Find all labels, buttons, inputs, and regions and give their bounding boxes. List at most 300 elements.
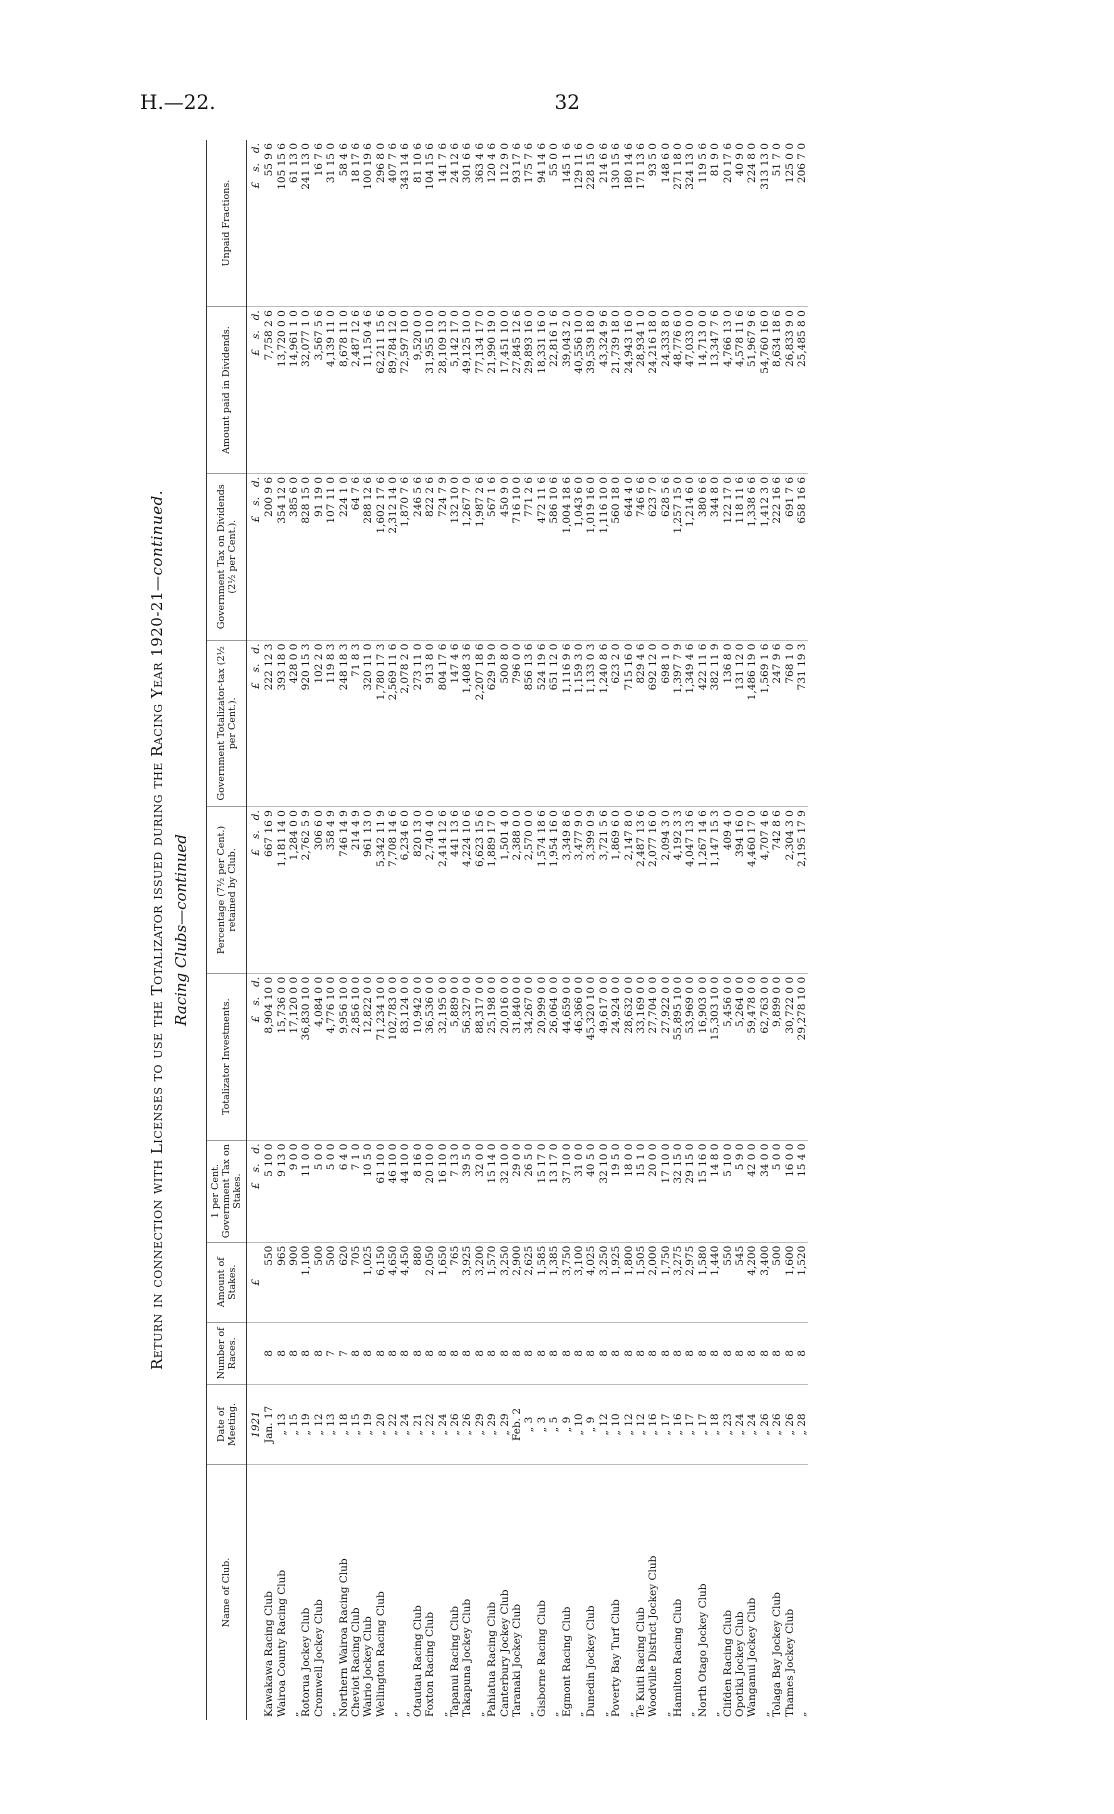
stakes-amount-cell: 2,000	[647, 1242, 659, 1322]
meeting-date-cell: „ 3	[523, 1384, 535, 1464]
totalizator-investments-cell: 27,704 0 0	[647, 973, 659, 1140]
table-row	[436, 140, 448, 1720]
totalizator-investments-cell: 4,084 0 0	[313, 973, 325, 1140]
club-name-cell: North Otago Jockey Club	[696, 1583, 709, 1717]
units-lsd: £ s. d.	[247, 807, 264, 974]
stakes-amount-cell: 1,440	[709, 1242, 721, 1322]
dividends-paid-cell: 4,766 13 0	[721, 307, 733, 474]
column-header: Percentage (7½ per Cent.) retained by Club.	[207, 807, 247, 974]
race-count-cell: 8	[709, 1322, 721, 1384]
unpaid-fractions-cell: 100 19 6	[362, 140, 374, 307]
totalizator-tax-cell: 71 8 3	[350, 640, 362, 807]
totalizator-tax-cell: 147 4 6	[449, 640, 461, 807]
dividend-tax-cell: 472 11 6	[536, 473, 548, 640]
rotated-table-frame	[148, 140, 1108, 1720]
unpaid-fractions-cell: 18 17 6	[350, 140, 362, 307]
race-count-cell: 8	[684, 1322, 696, 1384]
table-row	[350, 140, 362, 1720]
dividends-paid-cell: 54,760 16 0	[759, 307, 771, 474]
race-count-cell: 8	[424, 1322, 436, 1384]
stakes-tax-cell: 31 0 0	[573, 1140, 585, 1242]
club-name-cell: Dunedin Jockey Club	[585, 1605, 598, 1717]
race-count-cell: 8	[375, 1322, 387, 1384]
stakes-amount-cell: 3,750	[560, 1242, 572, 1322]
dividend-tax-cell: 222 16 6	[771, 473, 783, 640]
race-count-cell: 8	[548, 1322, 560, 1384]
totalizator-investments-cell: 20,999 0 0	[536, 973, 548, 1140]
club-percentage-cell: 1,284 0 0	[288, 807, 300, 974]
stakes-amount-cell: 4,200	[746, 1242, 758, 1322]
race-count-cell: 8	[300, 1322, 312, 1384]
meeting-date-cell: „ 24	[734, 1384, 746, 1464]
page-number: 32	[554, 90, 580, 114]
meeting-date-cell: „ 17	[684, 1384, 696, 1464]
unpaid-fractions-cell: 93 17 6	[511, 140, 523, 307]
meeting-date-cell: „ 26	[449, 1384, 461, 1464]
club-percentage-cell: 3,399 0 9	[585, 807, 597, 974]
column-header: Government Totalizator-tax (2½ per Cent.).	[207, 640, 247, 807]
totalizator-investments-cell: 27,922 0 0	[660, 973, 672, 1140]
stakes-tax-cell: 15 4 0	[796, 1140, 808, 1242]
totalizator-tax-cell: 500 8 0	[498, 640, 510, 807]
club-percentage-cell: 3,349 8 6	[560, 807, 572, 974]
table-row	[362, 140, 374, 1720]
totalizator-investments-cell: 4,776 10 0	[325, 973, 337, 1140]
totalizator-tax-cell: 422 11 6	[697, 640, 709, 807]
dividends-paid-cell: 8,678 11 0	[337, 307, 349, 474]
meeting-date-cell: „ 29	[474, 1384, 486, 1464]
dividends-paid-cell: 17,451 10 0	[498, 307, 510, 474]
race-count-cell: 7	[325, 1322, 337, 1384]
units-lsd: £ s. d.	[247, 1140, 264, 1242]
meeting-date-cell: „ 26	[783, 1384, 795, 1464]
unpaid-fractions-cell: 58 4 6	[337, 140, 349, 307]
dividends-paid-cell: 4,139 11 0	[325, 307, 337, 474]
totalizator-tax-cell: 248 18 3	[337, 640, 349, 807]
stakes-tax-cell: 15 16 0	[697, 1140, 709, 1242]
dividends-paid-cell: 8,634 18 6	[771, 307, 783, 474]
meeting-date-cell: „ 20	[375, 1384, 387, 1464]
dividend-tax-cell: 107 11 0	[325, 473, 337, 640]
table-title-continued: —continued.	[148, 489, 166, 591]
stakes-amount-cell: 1,505	[635, 1242, 647, 1322]
totalizator-investments-cell: 36,536 0 0	[424, 973, 436, 1140]
race-count-cell: 8	[585, 1322, 597, 1384]
stakes-amount-cell: 500	[325, 1242, 337, 1322]
meeting-date-cell: „ 15	[288, 1384, 300, 1464]
dividend-tax-cell: 246 5 6	[412, 473, 424, 640]
totalizator-tax-cell: 629 19 0	[486, 640, 498, 807]
unpaid-fractions-cell: 214 6 6	[598, 140, 610, 307]
meeting-date-cell: „ 26	[771, 1384, 783, 1464]
race-count-cell: 7	[337, 1322, 349, 1384]
dividends-paid-cell: 31,955 10 0	[424, 307, 436, 474]
stakes-amount-cell: 1,650	[436, 1242, 448, 1322]
meeting-date-cell: „ 22	[424, 1384, 436, 1464]
meeting-date-cell: „ 13	[275, 1384, 287, 1464]
club-name-cell: Tapanui Racing Club	[449, 1606, 462, 1717]
table-title-main: Return in connection with Licenses to use the Totalizator issued during the Racing Year 1920-21	[148, 590, 166, 1371]
meeting-date-cell: „ 26	[759, 1384, 771, 1464]
stakes-amount-cell: 2,050	[424, 1242, 436, 1322]
unpaid-fractions-cell: 119 5 6	[697, 140, 709, 307]
club-percentage-cell: 3,721 5 6	[598, 807, 610, 974]
dividends-paid-cell: 11,150 4 6	[362, 307, 374, 474]
dividends-paid-cell: 24,216 18 0	[647, 307, 659, 474]
stakes-tax-cell: 32 0 0	[474, 1140, 486, 1242]
dividend-tax-cell: 1,870 7 6	[399, 473, 411, 640]
stakes-tax-cell: 9 0 0	[288, 1140, 300, 1242]
dividend-tax-cell: 724 7 9	[436, 473, 448, 640]
stakes-tax-cell: 20 10 0	[424, 1140, 436, 1242]
column-header: Amount paid in Dividends.	[207, 307, 247, 474]
dividends-paid-cell: 39,043 2 0	[560, 307, 572, 474]
totalizator-tax-cell: 119 8 3	[325, 640, 337, 807]
dividend-tax-cell: 560 18 0	[610, 473, 622, 640]
table-row	[610, 140, 622, 1720]
dividends-paid-cell: 22,816 1 6	[548, 307, 560, 474]
club-percentage-cell: 1,501 4 0	[498, 807, 510, 974]
club-percentage-cell: 7,708 14 6	[387, 807, 399, 974]
totalizator-tax-cell: 731 19 3	[796, 640, 808, 807]
stakes-amount-cell: 2,625	[523, 1242, 535, 1322]
club-name-cell: Taranaki Jockey Club	[511, 1604, 523, 1717]
stakes-tax-cell: 6 4 0	[337, 1140, 349, 1242]
table-row	[375, 140, 387, 1720]
table-row	[412, 140, 424, 1720]
stakes-amount-cell: 4,450	[399, 1242, 411, 1322]
totalizator-tax-cell: 1,240 8 6	[598, 640, 610, 807]
totalizator-investments-cell: 46,366 0 0	[573, 973, 585, 1140]
totalizator-tax-cell: 1,116 9 6	[560, 640, 572, 807]
unpaid-fractions-cell: 20 17 6	[721, 140, 733, 307]
totalizator-tax-cell: 131 12 0	[734, 640, 746, 807]
race-count-cell: 8	[275, 1322, 287, 1384]
unpaid-fractions-cell: 93 5 0	[647, 140, 659, 307]
club-name-cell: Tolaga Bay Jockey Club	[771, 1592, 784, 1717]
stakes-amount-cell: 1,385	[548, 1242, 560, 1322]
stakes-amount-cell: 705	[350, 1242, 362, 1322]
dividend-tax-cell: 1,004 18 6	[560, 473, 572, 640]
totalizator-investments-cell: 16,903 0 0	[697, 973, 709, 1140]
totalizator-investments-cell: 83,124 0 0	[399, 973, 411, 1140]
table-row	[263, 140, 275, 1720]
stakes-amount-cell: 1,025	[362, 1242, 374, 1322]
table-row	[796, 140, 808, 1720]
totalizator-tax-cell: 804 17 6	[436, 640, 448, 807]
club-percentage-cell: 214 4 9	[350, 807, 362, 974]
totalizator-investments-cell: 9,956 10 0	[337, 973, 349, 1140]
dividends-paid-cell: 62,211 15 6	[375, 307, 387, 474]
dividends-paid-cell: 47,033 0 0	[684, 307, 696, 474]
table-row	[288, 140, 300, 1720]
stakes-tax-cell: 32 15 0	[672, 1140, 684, 1242]
stakes-amount-cell: 6,150	[375, 1242, 387, 1322]
dividend-tax-cell: 118 11 6	[734, 473, 746, 640]
stakes-tax-cell: 29 0 0	[511, 1140, 523, 1242]
unpaid-fractions-cell: 55 0 0	[548, 140, 560, 307]
stakes-amount-cell: 545	[734, 1242, 746, 1322]
meeting-date-cell: „ 15	[350, 1384, 362, 1464]
club-percentage-cell: 4,460 17 0	[746, 807, 758, 974]
stakes-tax-cell: 14 8 0	[709, 1140, 721, 1242]
stakes-tax-cell: 15 1 0	[635, 1140, 647, 1242]
unpaid-fractions-cell: 104 15 6	[424, 140, 436, 307]
club-percentage-cell: 306 6 0	[313, 807, 325, 974]
dividends-paid-cell: 51,967 9 6	[746, 307, 758, 474]
column-header: Date of Meeting.	[207, 1384, 247, 1464]
club-percentage-cell: 820 13 0	[412, 807, 424, 974]
club-name-cell: Northern Wairoa Racing Club	[337, 1558, 350, 1717]
totalizator-tax-cell: 1,349 4 6	[684, 640, 696, 807]
unpaid-fractions-cell: 24 12 6	[449, 140, 461, 307]
club-percentage-cell: 2,094 3 0	[660, 807, 672, 974]
meeting-date-cell: „ 12	[622, 1384, 634, 1464]
dividend-tax-cell: 354 12 0	[275, 473, 287, 640]
stakes-amount-cell: 1,580	[697, 1242, 709, 1322]
dividend-tax-cell: 828 15 0	[300, 473, 312, 640]
meeting-date-cell: „ 17	[697, 1384, 709, 1464]
club-percentage-cell: 394 16 0	[734, 807, 746, 974]
club-percentage-cell: 441 13 6	[449, 807, 461, 974]
unpaid-fractions-cell: 407 7 6	[387, 140, 399, 307]
totalizator-tax-cell: 692 12 0	[647, 640, 659, 807]
race-count-cell: 8	[598, 1322, 610, 1384]
unpaid-fractions-cell: 228 15 0	[585, 140, 597, 307]
stakes-amount-cell: 3,250	[598, 1242, 610, 1322]
stakes-amount-cell: 1,520	[796, 1242, 808, 1322]
dividend-tax-cell: 1,412 3 0	[759, 473, 771, 640]
table-row	[697, 140, 709, 1720]
totalizator-investments-cell: 5,264 0 0	[734, 973, 746, 1140]
totalizator-investments-cell: 55,895 10 0	[672, 973, 684, 1140]
totalizator-tax-cell: 768 1 0	[783, 640, 795, 807]
stakes-amount-cell: 550	[721, 1242, 733, 1322]
club-percentage-cell: 746 14 9	[337, 807, 349, 974]
race-count-cell: 8	[759, 1322, 771, 1384]
stakes-tax-cell: 5 10 0	[263, 1140, 275, 1242]
totalizator-investments-cell: 53,969 0 0	[684, 973, 696, 1140]
unpaid-fractions-cell: 141 7 6	[436, 140, 448, 307]
dividends-paid-cell: 14,961 1 0	[288, 307, 300, 474]
club-name-cell: Kawakawa Racing Club	[263, 1591, 276, 1717]
club-name-cell: Cromwell Jockey Club	[312, 1599, 325, 1717]
meeting-date-cell: „ 12	[598, 1384, 610, 1464]
column-header: Name of Club.	[207, 1464, 247, 1720]
stakes-tax-cell: 40 5 0	[585, 1140, 597, 1242]
race-count-cell: 8	[263, 1322, 275, 1384]
table-row	[387, 140, 399, 1720]
dividend-tax-cell: 200 9 6	[263, 473, 275, 640]
table-row	[684, 140, 696, 1720]
totalizator-investments-cell: 56,327 0 0	[461, 973, 473, 1140]
club-name-cell: Wairio Jockey Club	[362, 1616, 375, 1717]
meeting-date-cell: „ 28	[796, 1384, 808, 1464]
stakes-tax-cell: 16 0 0	[783, 1140, 795, 1242]
meeting-date-cell: „ 19	[362, 1384, 374, 1464]
club-percentage-cell: 2,487 13 6	[635, 807, 647, 974]
dividends-paid-cell: 39,539 18 0	[585, 307, 597, 474]
totalizator-tax-cell: 222 12 3	[263, 640, 275, 807]
column-header: Unpaid Fractions.	[207, 140, 247, 307]
stakes-tax-cell: 5 0 0	[771, 1140, 783, 1242]
stakes-tax-cell: 8 16 0	[412, 1140, 424, 1242]
club-name-cell: „	[597, 1711, 610, 1717]
meeting-date-cell: „ 24	[746, 1384, 758, 1464]
club-name-cell: „	[659, 1711, 672, 1717]
totalizator-investments-cell: 5,889 0 0	[449, 973, 461, 1140]
meeting-date-cell: „ 29	[486, 1384, 498, 1464]
club-name-cell: „	[436, 1711, 449, 1717]
totalizator-investments-cell: 25,198 0 0	[486, 973, 498, 1140]
race-count-cell: 8	[560, 1322, 572, 1384]
unpaid-fractions-cell: 206 7 0	[796, 140, 808, 307]
stakes-amount-cell: 500	[771, 1242, 783, 1322]
dividend-tax-cell: 2,312 14 0	[387, 473, 399, 640]
stakes-amount-cell: 500	[313, 1242, 325, 1322]
dividend-tax-cell: 623 7 0	[647, 473, 659, 640]
dividends-paid-cell: 28,109 13 0	[436, 307, 448, 474]
dividend-tax-cell: 132 10 0	[449, 473, 461, 640]
meeting-date-cell: „ 13	[325, 1384, 337, 1464]
totalizator-tax-cell: 1,569 1 6	[759, 640, 771, 807]
unpaid-fractions-cell: 180 14 6	[622, 140, 634, 307]
unpaid-fractions-cell: 301 6 6	[461, 140, 473, 307]
meeting-date-cell: „ 29	[498, 1384, 510, 1464]
stakes-amount-cell: 1,100	[300, 1242, 312, 1322]
dividend-tax-cell: 658 16 6	[796, 473, 808, 640]
totalizator-investments-cell: 31,840 0 0	[511, 973, 523, 1140]
unpaid-fractions-cell: 81 9 0	[709, 140, 721, 307]
stakes-tax-cell: 9 13 0	[275, 1140, 287, 1242]
unpaid-fractions-cell: 16 7 6	[313, 140, 325, 307]
meeting-date-cell: „ 18	[709, 1384, 721, 1464]
totalizator-tax-cell: 623 2 0	[610, 640, 622, 807]
dividends-paid-cell: 48,776 6 0	[672, 307, 684, 474]
race-count-cell: 8	[771, 1322, 783, 1384]
column-header: Amount of Stakes.	[207, 1242, 247, 1322]
dividends-paid-cell: 21,990 19 0	[486, 307, 498, 474]
stakes-amount-cell: 1,750	[660, 1242, 672, 1322]
totalizator-tax-cell: 698 1 0	[660, 640, 672, 807]
dividends-paid-cell: 77,134 17 0	[474, 307, 486, 474]
club-name-cell: Hamilton Racing Club	[672, 1598, 685, 1717]
table-row	[498, 140, 510, 1720]
units-name-cell	[247, 1464, 264, 1720]
totalizator-investments-cell: 28,632 0 0	[622, 973, 634, 1140]
club-percentage-cell: 6,623 15 6	[474, 807, 486, 974]
table-row	[313, 140, 325, 1720]
dividend-tax-cell: 746 6 6	[635, 473, 647, 640]
club-name-cell: „	[684, 1711, 697, 1717]
race-count-cell: 8	[622, 1322, 634, 1384]
club-name-cell: Egmont Racing Club	[560, 1606, 573, 1717]
dividends-paid-cell: 21,739 18 0	[610, 307, 622, 474]
stakes-tax-cell: 15 17 0	[536, 1140, 548, 1242]
dividend-tax-cell: 1,116 10 0	[598, 473, 610, 640]
meeting-date-cell: „ 10	[610, 1384, 622, 1464]
club-percentage-cell: 2,304 3 0	[783, 807, 795, 974]
club-name-cell: Opotiki Jockey Club	[734, 1611, 747, 1717]
meeting-date-cell: „ 23	[721, 1384, 733, 1464]
table-row	[672, 140, 684, 1720]
meeting-date-cell: „ 12	[635, 1384, 647, 1464]
stakes-tax-cell: 7 13 0	[449, 1140, 461, 1242]
table-row	[721, 140, 733, 1720]
club-percentage-cell: 358 4 9	[325, 807, 337, 974]
club-name-cell: Canterbury Jockey Club	[498, 1589, 511, 1717]
stakes-tax-cell: 5 0 0	[325, 1140, 337, 1242]
club-percentage-cell: 4,707 4 6	[759, 807, 771, 974]
stakes-amount-cell: 3,275	[672, 1242, 684, 1322]
table-row	[337, 140, 349, 1720]
stakes-tax-cell: 46 10 0	[387, 1140, 399, 1242]
meeting-date-cell: „ 24	[436, 1384, 448, 1464]
race-count-cell: 8	[474, 1322, 486, 1384]
units-stakes: £	[247, 1242, 264, 1322]
totalizator-tax-cell: 1,133 0 3	[585, 640, 597, 807]
club-name-cell: „	[795, 1711, 808, 1717]
dividend-tax-cell: 586 10 6	[548, 473, 560, 640]
dividends-paid-cell: 2,487 12 6	[350, 307, 362, 474]
dividend-tax-cell: 344 8 0	[709, 473, 721, 640]
stakes-amount-cell: 1,800	[622, 1242, 634, 1322]
club-name-cell: „	[287, 1711, 300, 1717]
club-percentage-cell: 1,181 14 0	[275, 807, 287, 974]
dividends-paid-cell: 13,720 0 0	[275, 307, 287, 474]
stakes-amount-cell: 965	[275, 1242, 287, 1322]
table-row	[424, 140, 436, 1720]
dividends-paid-cell: 27,845 12 6	[511, 307, 523, 474]
stakes-amount-cell: 765	[449, 1242, 461, 1322]
dividend-tax-cell: 1,338 6 6	[746, 473, 758, 640]
dividends-paid-cell: 49,125 10 0	[461, 307, 473, 474]
totalizator-investments-cell: 45,320 10 0	[585, 973, 597, 1140]
totalizator-tax-cell: 1,159 3 0	[573, 640, 585, 807]
stakes-amount-cell: 1,600	[783, 1242, 795, 1322]
stakes-amount-cell: 1,570	[486, 1242, 498, 1322]
club-name-cell: „	[548, 1711, 561, 1717]
table-body	[247, 140, 809, 1720]
totalizator-tax-cell: 2,569 11 6	[387, 640, 399, 807]
dividend-tax-cell: 385 6 0	[288, 473, 300, 640]
units-row	[247, 140, 264, 1720]
totalizator-investments-cell: 15,736 0 0	[275, 973, 287, 1140]
table-row	[399, 140, 411, 1720]
totalizator-tax-cell: 715 16 0	[622, 640, 634, 807]
unpaid-fractions-cell: 125 0 0	[783, 140, 795, 307]
stakes-amount-cell: 900	[288, 1242, 300, 1322]
column-header: 1 per Cent. Government Tax on Stakes.	[207, 1140, 247, 1242]
totalizator-investments-cell: 15,303 10 0	[709, 973, 721, 1140]
table-subtitle: Racing Clubs—continued	[172, 834, 190, 1026]
dividend-tax-cell: 567 1 6	[486, 473, 498, 640]
units-lsd: £ s. d.	[247, 473, 264, 640]
race-count-cell: 8	[734, 1322, 746, 1384]
dividends-paid-cell: 25,485 8 0	[796, 307, 808, 474]
race-count-cell: 8	[498, 1322, 510, 1384]
club-name-cell: Te Kuiti Racing Club	[634, 1607, 647, 1717]
unpaid-fractions-cell: 343 14 6	[399, 140, 411, 307]
stakes-tax-cell: 32 10 0	[498, 1140, 510, 1242]
race-count-cell: 8	[350, 1322, 362, 1384]
table-row	[523, 140, 535, 1720]
dividends-paid-cell: 9,520 0 0	[412, 307, 424, 474]
club-percentage-cell: 1,574 18 6	[536, 807, 548, 974]
stakes-tax-cell: 26 5 0	[523, 1140, 535, 1242]
meeting-date-cell: „ 18	[337, 1384, 349, 1464]
table-row	[598, 140, 610, 1720]
